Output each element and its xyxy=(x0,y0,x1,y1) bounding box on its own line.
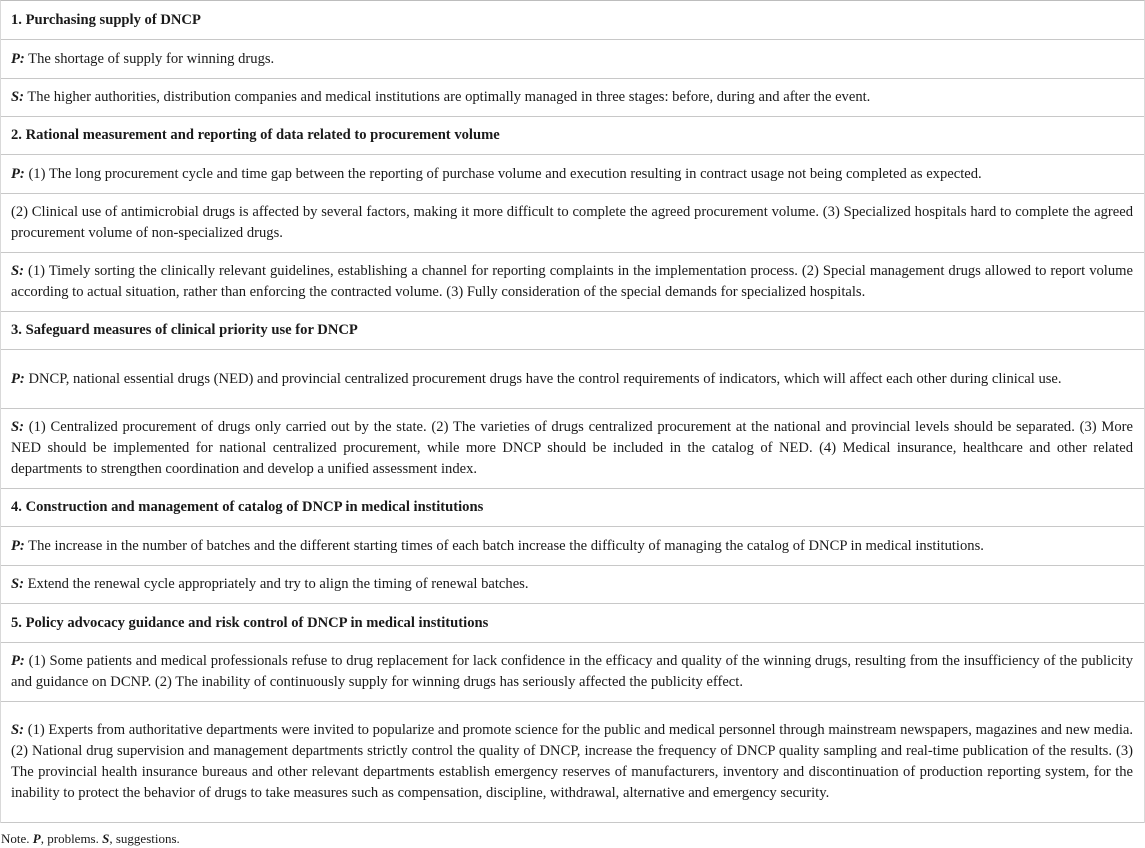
section-header-row xyxy=(1,1,1144,40)
row-content xyxy=(11,49,1133,70)
row-text: Extend the renewal cycle appropriately and try to align the timing of renewal batches. xyxy=(27,576,529,592)
table-row xyxy=(1,409,1144,489)
row-text: The shortage of supply for winning drugs. xyxy=(28,50,275,67)
table-row xyxy=(1,566,1144,604)
suggestion-label: S: xyxy=(11,263,24,279)
row-text: (1) The long procurement cycle and time gap between the reporting of purchase volume and execution resulting in contract usage not being completed as expected. xyxy=(28,165,982,182)
table-row xyxy=(1,253,1144,312)
suggestion-label: S: xyxy=(11,89,24,105)
section-header-row xyxy=(1,489,1144,527)
table-row xyxy=(1,643,1144,702)
section-header-row xyxy=(1,312,1144,350)
row-content xyxy=(11,497,1133,518)
row-text: (2) Clinical use of antimicrobial drugs is affected by several factors, making it more difficult to complete the agreed procurement volume. (3) Specialized hospitals hard to complete the agreed procurement volume of non-specialized drugs. xyxy=(11,204,1133,241)
section-title: 2. Rational measurement and reporting of data related to procurement volume xyxy=(11,127,500,143)
row-text: The increase in the number of batches and the different starting times of each batch increase the difficulty of managing the catalog of DNCP in medical institutions. xyxy=(28,537,984,554)
problem-label: P: xyxy=(11,370,25,387)
row-content xyxy=(11,125,1133,146)
row-content xyxy=(11,369,1133,390)
row-text: The higher authorities, distribution companies and medical institutions are optimally managed in three stages: before, during and after the event. xyxy=(27,89,871,105)
suggestion-label: S: xyxy=(11,419,24,435)
row-content xyxy=(11,202,1133,244)
row-content xyxy=(11,87,1133,108)
table-row xyxy=(1,194,1144,253)
row-text: (1) Experts from authoritative departments were invited to popularize and promote science for the public and medical personnel through mainstream newspapers, magazines and new media. (2) National drug supervision and management departments strictly control the quality of DNCP, increase the frequency of DNCP quality sampling and real-time publication of the results. (3) The provincial health insurance bureaus and other relevant departments establish emergency reserves of manufacturers, inventory and discontinuation of production reporting system, for the inability to protect the behavior of drugs to take measures such as compensation, discipline, withdrawal, alternative and emergency security. xyxy=(11,722,1133,801)
problem-label: P: xyxy=(11,165,25,182)
note-prefix: Note. xyxy=(1,831,30,846)
row-content xyxy=(11,613,1133,634)
row-content xyxy=(11,574,1133,595)
section-header-row xyxy=(1,604,1144,643)
row-content xyxy=(11,164,1133,185)
row-text: DNCP, national essential drugs (NED) and provincial centralized procurement drugs have the control requirements of indicators, which will affect each other during clinical use. xyxy=(28,370,1062,387)
suggestion-label: S: xyxy=(11,722,24,738)
problem-label: P: xyxy=(11,50,25,67)
row-content xyxy=(11,261,1133,303)
table-row xyxy=(1,155,1144,194)
table-row xyxy=(1,527,1144,566)
note-p-text: , problems. xyxy=(40,831,99,846)
table-note xyxy=(1,831,180,847)
section-title: 5. Policy advocacy guidance and risk control of DNCP in medical institutions xyxy=(11,614,489,631)
row-content xyxy=(11,10,1133,31)
section-title: 3. Safeguard measures of clinical priority use for DNCP xyxy=(11,322,358,338)
section-title: 1. Purchasing supply of DNCP xyxy=(11,11,201,28)
table-row xyxy=(1,79,1144,117)
row-content xyxy=(11,417,1133,480)
row-content xyxy=(11,320,1133,341)
row-content xyxy=(11,536,1133,557)
problem-label: P: xyxy=(11,653,25,669)
section-header-row xyxy=(1,117,1144,155)
row-text: (1) Some patients and medical professionals refuse to drug replacement for lack confidence in the efficacy and quality of the winning drugs, resulting from the insufficiency of the publicity and guidance on DCNP. (2) The inability of continuously supply for winning drugs has seriously affected the publicity effect. xyxy=(11,653,1133,690)
table-row xyxy=(1,40,1144,79)
note-p-label: P xyxy=(32,831,41,846)
suggestion-label: S: xyxy=(11,576,24,592)
row-text: (1) Timely sorting the clinically relevant guidelines, establishing a channel for reporting complaints in the implementation process. (2) Special management drugs allowed to report volume according to actual situation, rather than enforcing the contracted volume. (3) Fully consideration of the special demands for specialized hospitals. xyxy=(11,263,1133,300)
note-s-text: , suggestions. xyxy=(109,831,180,846)
note-s-label: S xyxy=(102,831,110,846)
row-content xyxy=(11,651,1133,693)
problem-label: P: xyxy=(11,537,25,554)
table-row xyxy=(1,702,1144,823)
row-text: (1) Centralized procurement of drugs only carried out by the state. (2) The varieties of drugs centralized procurement at the national and provincial levels should be separated. (3) More NED should be implemented for national centralized procurement, while more DNCP should be included in the catalog of NED. (4) Medical insurance, healthcare and other related departments to strengthen coordination and develop a unified assessment index. xyxy=(11,419,1133,477)
section-title: 4. Construction and management of catalog of DNCP in medical institutions xyxy=(11,499,484,515)
row-content xyxy=(11,720,1133,804)
table-row xyxy=(1,350,1144,409)
